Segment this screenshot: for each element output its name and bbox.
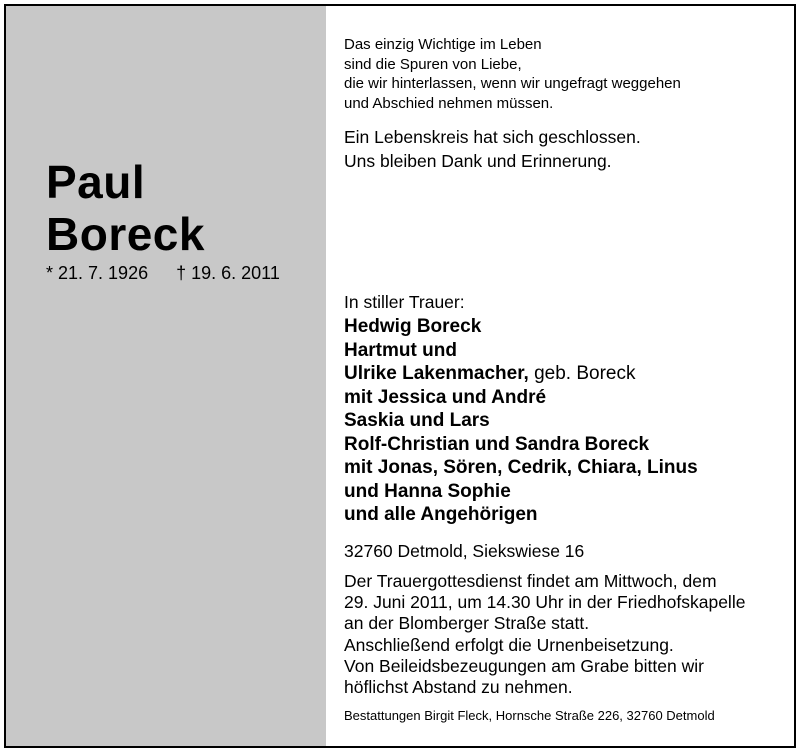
poem-line: sind die Spuren von Liebe,	[344, 55, 522, 73]
birth-date: * 21. 7. 1926	[46, 263, 149, 283]
service-line: 29. Juni 2011, um 14.30 Uhr in der Friedhofskapelle	[344, 592, 746, 613]
mourner-line: Hartmut und	[344, 339, 457, 361]
mourner-line	[344, 362, 698, 386]
poem	[344, 35, 681, 113]
mourner-line: mit Jessica und André	[344, 386, 547, 408]
closing-words	[344, 125, 641, 173]
poem-line: die wir hinterlassen, wenn wir ungefragt weggehen	[344, 75, 681, 92]
mourner-line: Hedwig Boreck	[344, 316, 482, 337]
obituary-frame	[4, 4, 796, 748]
mourner-line: und alle Angehörigen	[344, 504, 538, 525]
service-line: Von Beileidsbezeugungen am Grabe bitten wir	[344, 655, 704, 676]
mourner-line: und Hanna Sophie	[344, 480, 511, 502]
mourner-name: Ulrike Lakenmacher,	[344, 363, 529, 384]
service-line: Der Trauergottesdienst findet am Mittwoch, dem	[344, 571, 717, 591]
mourner-line: Saskia und Lars	[344, 410, 490, 431]
first-name: Paul	[46, 156, 146, 208]
service-info	[344, 571, 745, 698]
family-address: 32760 Detmold, Siekswiese 16	[344, 541, 585, 561]
poem-line: und Abschied nehmen müssen.	[344, 94, 554, 112]
mourner-line: mit Jonas, Sören, Cedrik, Chiara, Linus	[344, 457, 698, 478]
closing-line: Ein Lebenskreis hat sich geschlossen.	[344, 127, 641, 147]
service-line: an der Blomberger Straße statt.	[344, 613, 590, 634]
mourning-label: In stiller Trauer:	[344, 292, 465, 312]
maiden-name: geb. Boreck	[528, 363, 636, 384]
funeral-home: Bestattungen Birgit Fleck, Hornsche Straße 226, 32760 Detmold	[344, 708, 715, 723]
mourners-list	[344, 315, 698, 527]
mourner-line: Rolf-Christian und Sandra Boreck	[344, 433, 650, 455]
closing-line: Uns bleiben Dank und Erinnerung.	[344, 151, 612, 171]
poem-line: Das einzig Wichtige im Leben	[344, 36, 542, 53]
service-line: Anschließend erfolgt die Urnenbeisetzung.	[344, 634, 674, 655]
life-dates	[46, 263, 280, 284]
death-date: † 19. 6. 2011	[176, 263, 280, 283]
name-panel	[6, 6, 326, 746]
deceased-name	[46, 156, 205, 260]
last-name: Boreck	[46, 208, 205, 260]
service-line: höflichst Abstand zu nehmen.	[344, 677, 573, 698]
